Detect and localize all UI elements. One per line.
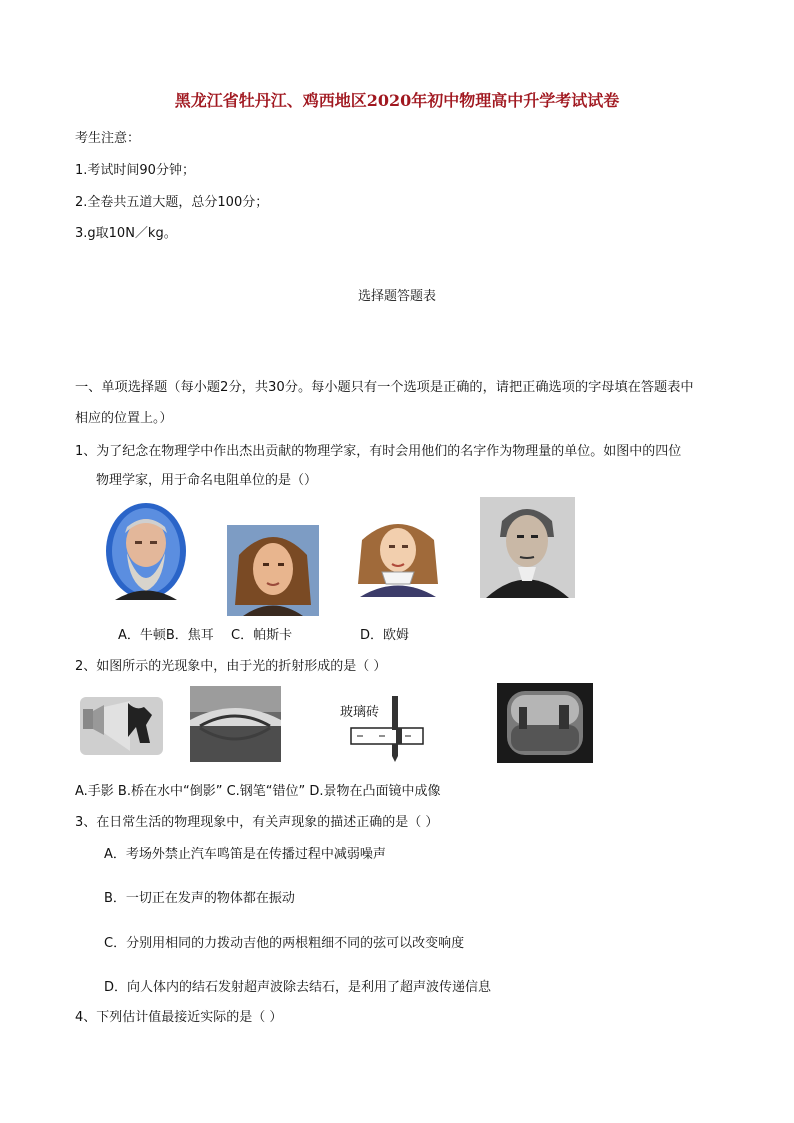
portrait-joule [105, 503, 187, 600]
question-4-text: 4、下列估计值最接近实际的是（ ） [75, 1010, 283, 1025]
page-title: 黑龙江省牡丹江、鸡西地区2020年初中物理高中升学考试试卷 [174, 91, 620, 110]
question-1-text-cont: 物理学家，用于命名电阻单位的是（） [96, 473, 318, 488]
answer-table-title: 选择题答题表 [357, 289, 436, 304]
notice-item: 1.考试时间90分钟； [75, 163, 195, 178]
question-1-options-ab: A．牛顿B．焦耳 [118, 628, 214, 643]
portrait-pascal [352, 512, 444, 597]
question-2-options: A.手影 B.桥在水中“倒影” C.钢笔“错位” D.景物在凸面镜中成像 [75, 784, 441, 799]
section-heading: 一、单项选择题（每小题2分，共30分。每小题只有一个选项是正确的，请把正确选项的字母填在答题表中 [75, 380, 694, 395]
question-3-option-c: C．分别用相同的力拨动吉他的两根粗细不同的弦可以改变响度 [104, 936, 465, 951]
question-2-text: 2、如图所示的光现象中，由于光的折射形成的是（ ） [75, 659, 387, 674]
section-heading-cont: 相应的位置上。） [75, 411, 173, 426]
hand-shadow-image [80, 697, 163, 755]
portrait-newton [227, 525, 319, 616]
question-3-option-d: D．向人体内的结石发射超声波除去结石，是利用了超声波传递信息 [104, 980, 492, 995]
notice-item: 2.全卷共五道大题，总分100分； [75, 195, 269, 210]
convex-mirror-image [497, 683, 593, 763]
bridge-reflection-image [190, 686, 281, 762]
question-1-option-c: C．帕斯卡 [231, 628, 293, 643]
question-3-option-a: A．考场外禁止汽车鸣笛是在传播过程中减弱噪声 [104, 847, 386, 862]
portrait-ohm [480, 497, 575, 598]
notice-item: 3.g取10N／kg。 [75, 226, 177, 241]
notice-heading: 考生注意： [75, 131, 141, 146]
question-3-text: 3、在日常生活的物理现象中，有关声现象的描述正确的是（ ） [75, 815, 439, 830]
question-1-option-d: D．欧姆 [360, 628, 410, 643]
glass-brick-label: 玻璃砖 [340, 705, 380, 720]
question-3-option-b: B．一切正在发声的物体都在振动 [104, 891, 295, 906]
question-1-text: 1、为了纪念在物理学中作出杰出贡献的物理学家，有时会用他们的名字作为物理量的单位。如图中的四位 [75, 444, 682, 459]
